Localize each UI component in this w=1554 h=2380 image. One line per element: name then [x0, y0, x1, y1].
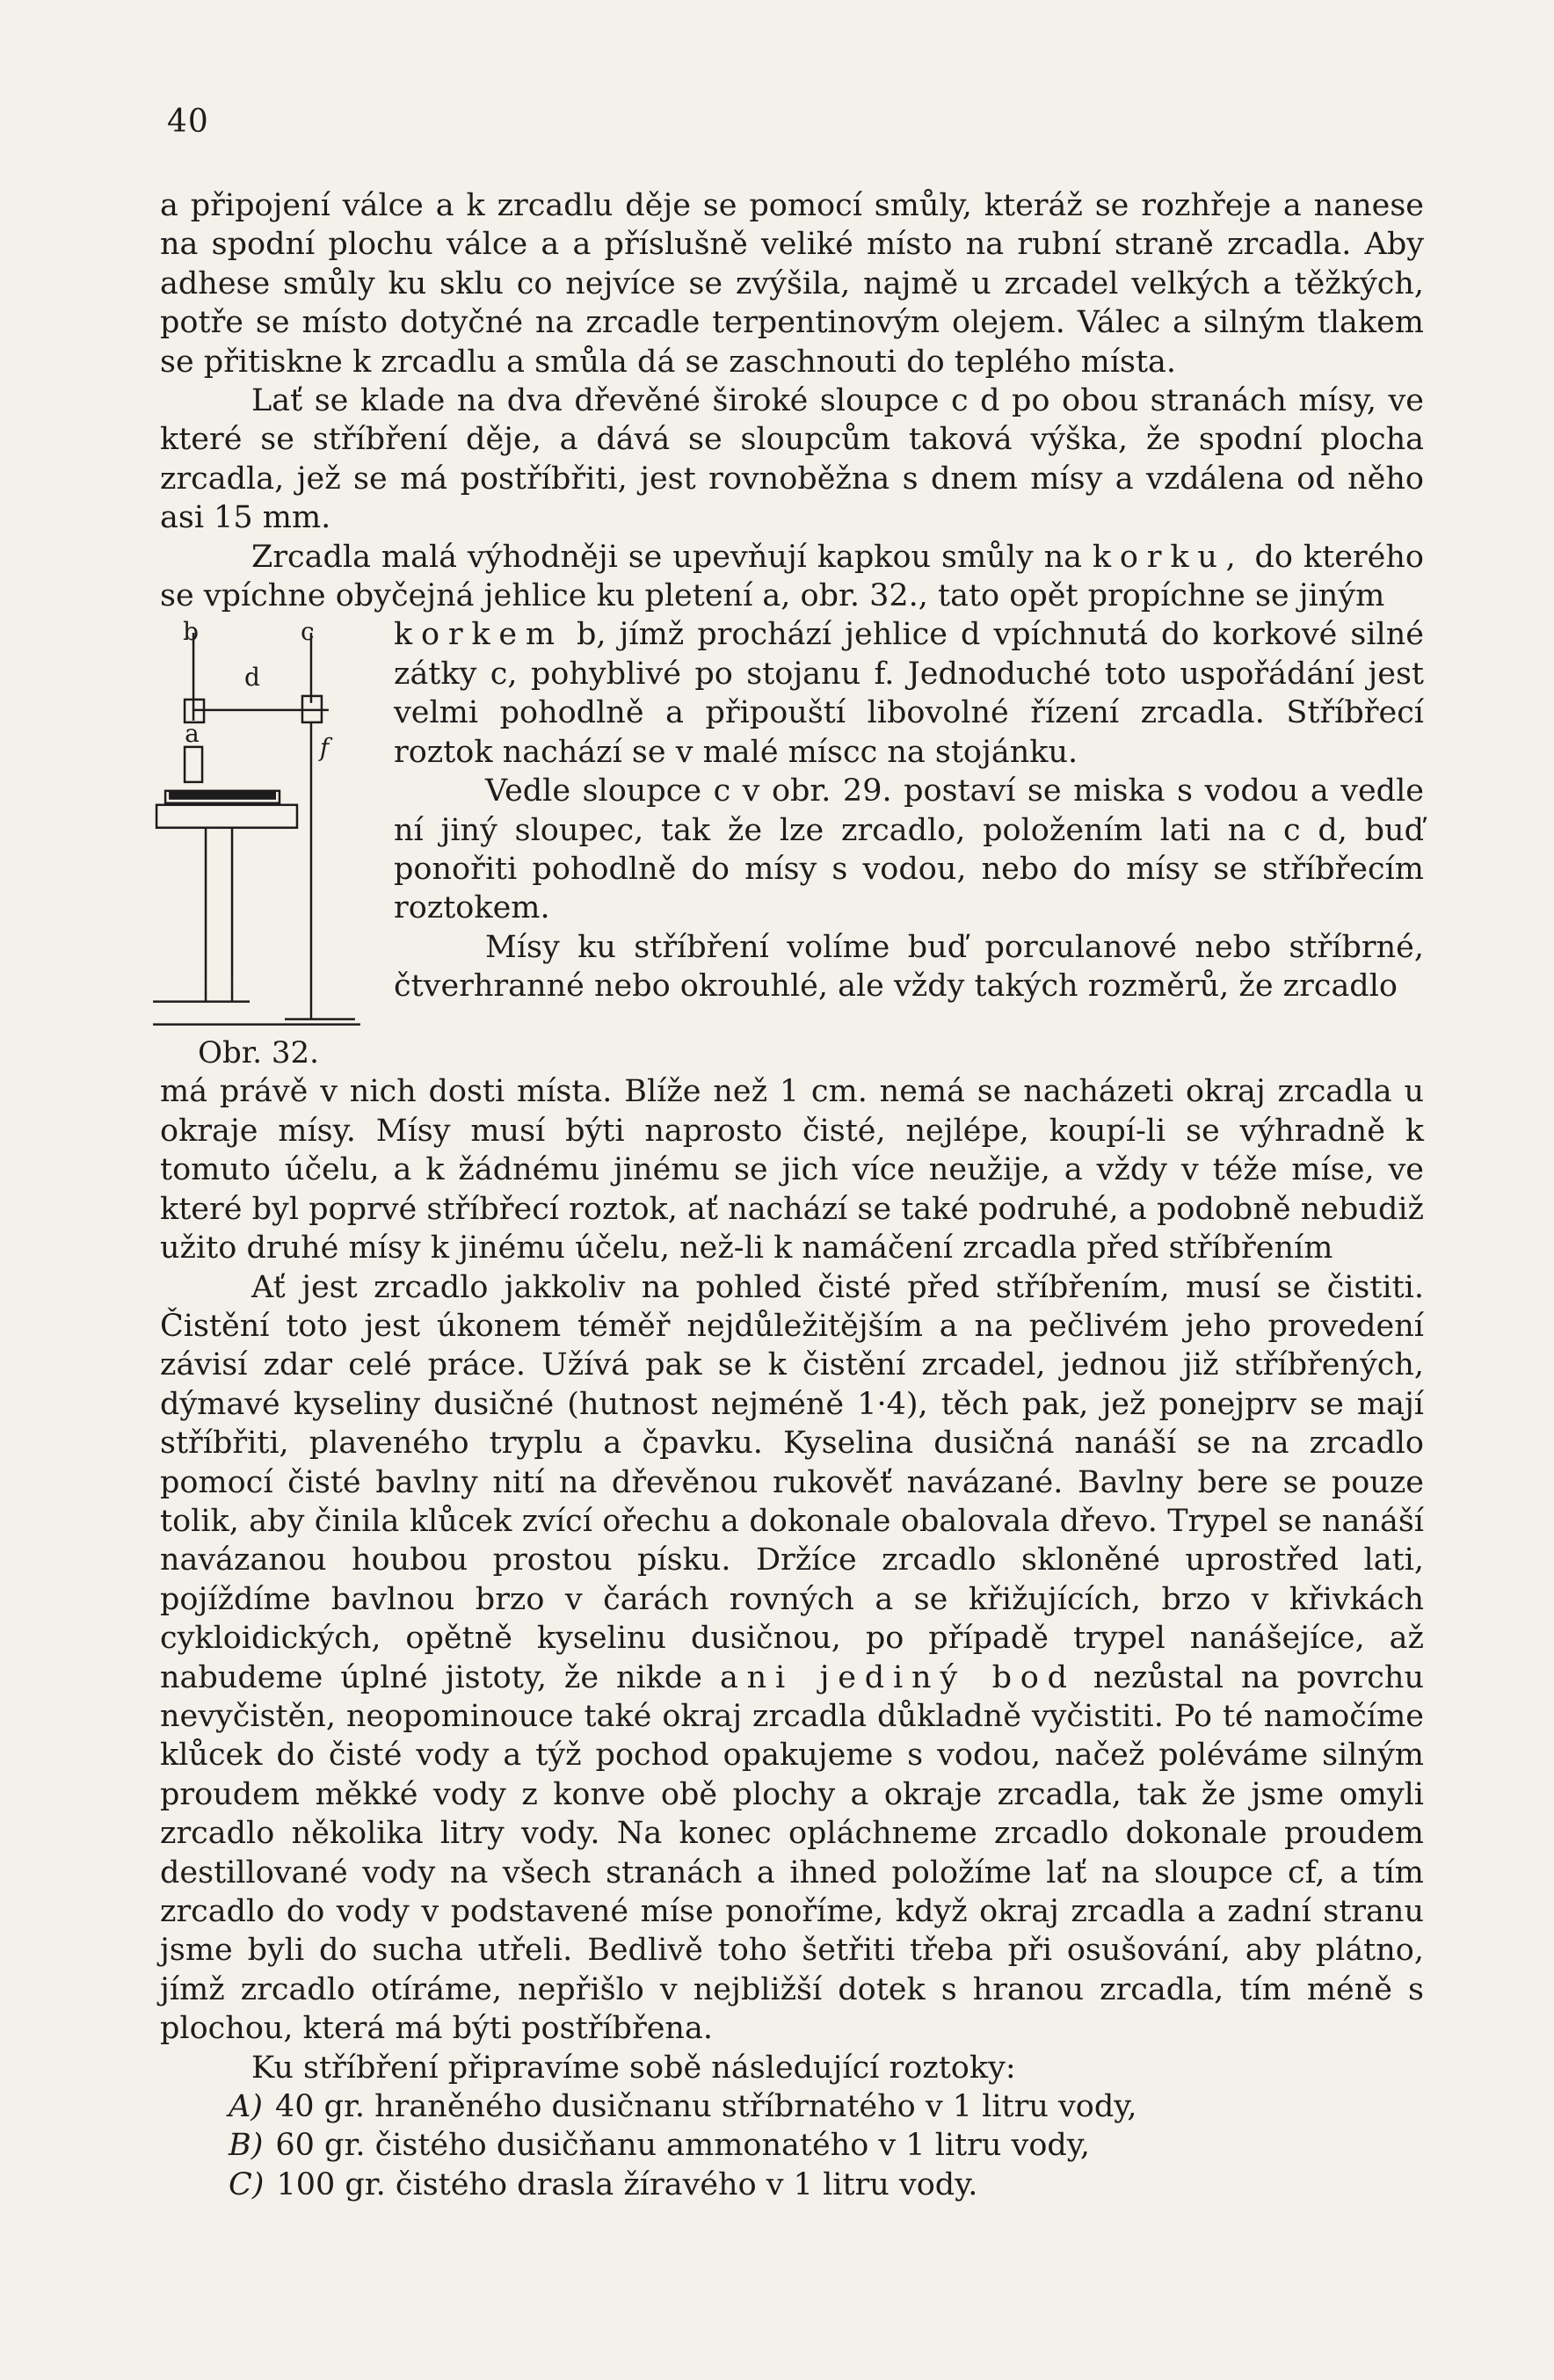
- dish: [156, 805, 297, 828]
- page-number: 40: [167, 104, 209, 140]
- solution-a: [229, 2087, 1424, 2126]
- figure-caption: Obr. 32.: [198, 1035, 319, 1071]
- paragraph-7: Ku stříbření připravíme sobě následující roztoky:: [251, 2050, 1016, 2086]
- figure-32: [153, 615, 364, 1072]
- paragraph-5-rest: má právě v nich dosti místa. Blíže než 1 cm. nemá se nacházeti okraj zrcadla u okraje mísy. Mísy musí býti naprosto čisté, nejlépe, koupí-li se výhradně k tomuto účelu, a k žádnému jinému se jich více neužije, a vždy v téže míse, ve které byl poprvé stříbřecí roztok, ať nachází se také podruhé, a podobně nebudiž užito druhé mísy k jinému účelu, než-li k namáčení zrcadla před stříbřením: [160, 1074, 1424, 1266]
- body-text: [160, 186, 1424, 2204]
- paragraph-3: [160, 538, 1424, 616]
- paragraph-4: Vedle sloupce c v obr. 29. postaví se miska s vodou a vedle ní jiný sloupec, tak že lze zrcadlo, položením lati na c d, buď ponořiti pohodlně do mísy s vodou, nebo do mísy se stříbřecím roztokem.: [394, 773, 1424, 926]
- paragraph-3b-rest: b, jímž prochází jehlice d vpíchnutá do korkové silné zátky c, pohyblivé po stojanu f. Jednoduché toto uspořádání jest velmi pohodlně a připouští libovolné řízení zrcadla. Stříbřecí roztok nachází se v malé míscc na stojánku.: [394, 617, 1424, 770]
- paragraph-5-start: Mísy ku stříbření volíme buď porculanové nebo stříbrné, čtverhranné nebo okrouhlé, ale vždy takých rozměrů, že zrcadlo: [394, 929, 1424, 1005]
- spaced-word-korkem: korkem: [394, 617, 563, 653]
- solutions-list: [160, 2087, 1424, 2204]
- paragraph-6: [160, 1268, 1424, 2049]
- figure-block: [160, 615, 1424, 1072]
- label-b: b: [183, 617, 199, 647]
- solution-label: B): [229, 2128, 264, 2164]
- label-c: c: [300, 617, 315, 647]
- solution-text: 60 gr. čistého dusičňanu ammonatého v 1 litru vody,: [275, 2128, 1091, 2164]
- paragraph-2: Lať se klade na dva dřevěné široké sloupce c d po obou stranách mísy, ve které se stříbření děje, a dává se sloupcům taková výška, že spodní plocha zrcadla, jež se má postříbřiti, jest rovnoběžna s dnem mísy a vzdálena od něho asi 15 mm.: [160, 383, 1424, 536]
- paragraph-3b: [394, 615, 1424, 772]
- paragraph-6-start: Ať jest zrcadlo jakkoliv na pohled čisté před stříbřením, musí se čistiti. Čistění toto jest úkonem téměř nejdůležitějším a na pečlivém jeho provedení závisí zdar celé práce. Užívá pak se k čistění zrcadel, jednou již stříbřených, dýmavé kyseliny dusičné (hutnost nejméně 1·4), těch pak, jež ponejprv se mají stříbřiti, plaveného tryplu a čpavku. Kyselina dusičná nanáší se na zrcadlo pomocí čisté bavlny nití na dřevěnou rukověť navázané. Bavlny bere se pouze tolik, aby činila klůcek zvící ořechu a dokonale obalovala dřevo. Trypel se nanáší navázanou houbou prostou písku. Držíce zrcadlo skloněné uprostřed lati, pojíždíme bavlnou brzo v čarách rovných a se křižujících, brzo v křivkách cykloidických, opětně kyselinu dusičnou, po případě trypel nanášejíce, až nabudeme úplné jistoty, že nikde: [160, 1269, 1424, 1695]
- figure-side-text: [394, 615, 1424, 1005]
- paragraph-1: a připojení válce a k zrcadlu děje se pomocí smůly, kteráž se rozhřeje a nanese na spodní plochu válce a a příslušně veliké místo na rubní straně zrcadla. Aby adhese smůly ku sklu co nejvíce se zvýšila, najmě u zrcadel velkých a těžkých, potře se místo dotyčné na zrcadle terpentinovým olejem. Válec a silným tlakem se přitiskne k zrcadlu a smůla dá se zaschnouti do teplého místa.: [160, 188, 1424, 380]
- solution-b: [229, 2126, 1424, 2165]
- label-d: d: [244, 663, 260, 693]
- solution-text: 40 gr. hraněného dusičnanu stříbrnatého v 1 litru vody,: [274, 2089, 1137, 2125]
- solution-label: C): [229, 2166, 265, 2202]
- solution-c: [229, 2166, 1424, 2204]
- paragraph-3-start: Zrcadla malá výhodněji se upevňují kapkou smůly na: [251, 539, 1082, 575]
- paragraph-3-end: do kterého se vpíchne obyčejná jehlice ku pletení a, obr. 32., tato opět propíchne se jiným: [160, 539, 1424, 614]
- apparatus-diagram: [153, 615, 364, 1028]
- spaced-phrase-ani-jediny-bod: ani jediný bod: [719, 1659, 1076, 1695]
- label-a: a: [185, 719, 200, 749]
- paragraph-6-end: nezůstal na povrchu nevyčistěn, neopominouce také okraj zrcadla důkladně vyčistiti. Po té namočíme klůcek do čisté vody a týž pochod opakujeme s vodou, načež poléváme silným proudem měkké vody z konve obě plochy a okraje zrcadla, tak že jsme omyli zrcadlo několika litry vody. Na konec opláchneme zrcadlo dokonale proudem destillované vody na všech stranách a ihned položíme lať na sloupce cf, a tím zrcadlo do vody v podstavené míse ponoříme, když okraj zrcadla a zadní stranu jsme byli do sucha utřeli. Bedlivě toho šetřiti třeba při osušování, aby plátno, jímž zrcadlo otíráme, nepřišlo v nejbližší dotek s hranou zrcadla, tím méně s plochou, která má býti postříbřena.: [160, 1659, 1424, 2047]
- cylinder-a: [185, 747, 202, 782]
- spaced-word-korku: korku,: [1092, 539, 1245, 575]
- label-f: f: [319, 733, 330, 763]
- solution-label: A): [229, 2089, 263, 2125]
- solution-text: 100 gr. čistého drasla žíravého v 1 litru vody.: [276, 2166, 978, 2202]
